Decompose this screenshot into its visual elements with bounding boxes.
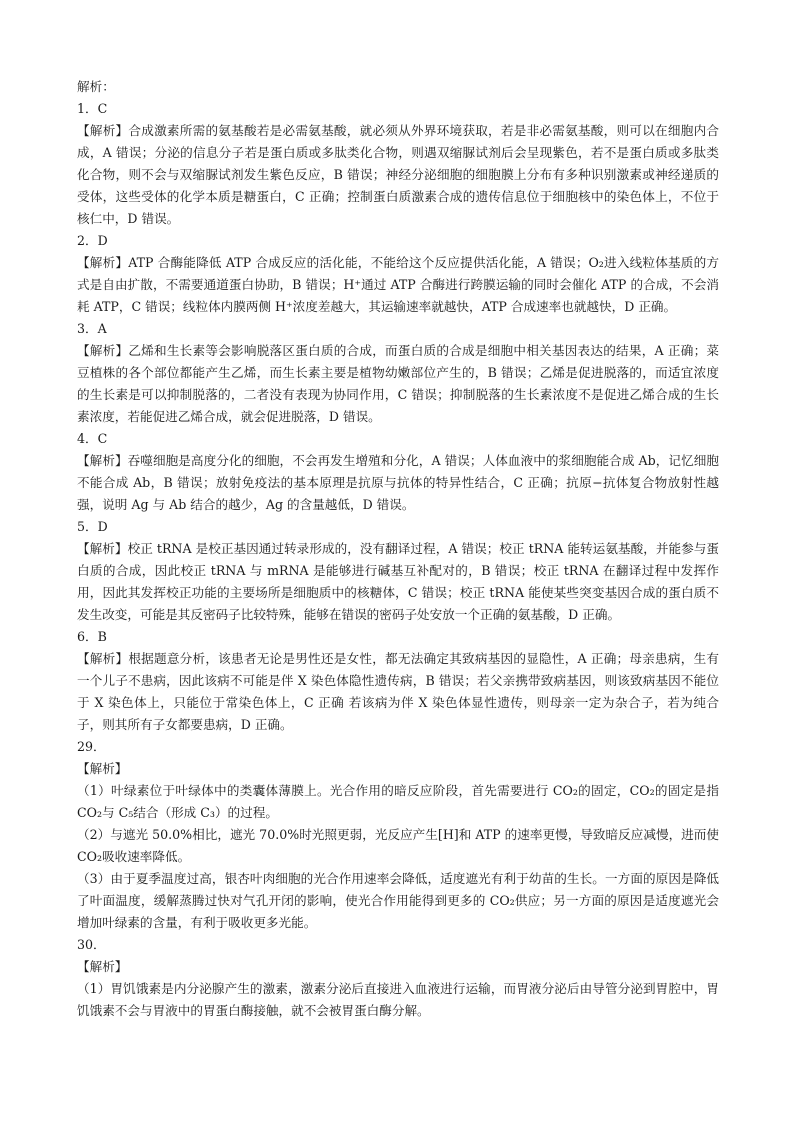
answer-explanation [77,450,719,516]
explanation-text: 合成激素所需的氨基酸若是必需氨基酸，就必须从外界环境获取，若是非必需氨基酸，则可以在细胞内合成，A 错误；分泌的信息分子若是蛋白质或多肽类化合物，则遇双缩脲试剂后会呈现紫色，若不是蛋白质或多肽类化合物，则不会与双缩脲试剂发生紫色反应，B 错误；神经分泌细胞的细胞膜上分布有多种识别激素或神经递质的受体，这些受体的化学本质是糖蛋白，C 正确；控制蛋白质激素合成的遗传信息位于细胞核中的染色体上，不位于核仁中，D 错误。 [77,123,720,226]
answer-page [77,76,719,1022]
answer-item-6 [77,626,719,736]
answer-number: 1．C [77,101,108,116]
answer-item-2 [77,230,719,318]
answer-explanation [77,648,719,736]
answer-item-1 [77,98,719,230]
explanation-tag: 【解析】 [77,959,128,974]
answer-item-4 [77,428,719,516]
answer-number: 3．A [77,321,107,336]
answer-number: 4．C [77,431,108,446]
explanation-text: 校正 tRNA 是校正基因通过转录形成的，没有翻译过程，A 错误；校正 tRNA 能转运氨基酸，并能参与蛋白质的合成，因此校正 tRNA 与 mRNA 是能够进行碱基互补配对的，B 错误；校正 tRNA 在翻译过程中发挥作用，因此其发挥校正功能的主要场所是细胞质中的核糖体，C 错误；校正 tRNA 能使某些突变基因合成的蛋白质不发生改变，可能是其反密码子比较特殊，能够在错误的密码子处安放一个正确的氨基酸，D 正确。 [77,541,720,622]
explanation-text: 根据题意分析，该患者无论是男性还是女性，都无法确定其致病基因的显隐性，A 正确；母亲患病，生有一个儿子不患病，因此该病不可能是伴 X 染色体隐性遗传病，B 错误；若父亲携带致病基因，则该致病基因不能位于 X 染色体上，只能位于常染色体上，C 正确 若该病为伴 X 染色体显性遗传，则母亲一定为杂合子，若为纯合子，则其所有子女都要患病，D 正确。 [77,651,719,732]
answer-explanation [77,120,719,230]
answer-number: 2．D [77,233,108,248]
answer-explanation [77,252,719,318]
section-header: 解析： [77,79,115,94]
answer-item-30 [77,934,719,1022]
explanation-tag: 【解析】 [77,541,128,556]
explanation-text: 吞噬细胞是高度分化的细胞，不会再发生增殖和分化，A 错误；人体血液中的浆细胞能合成 Ab，记忆细胞不能合成 Ab，B 错误；放射免疫法的基本原理是抗原与抗体的特异性结合，C 正确；抗原−抗体复合物放射性越强，说明 Ag 与 Ab 结合的越少，Ag 的含量越低，D 错误。 [77,453,719,512]
explanation-tag: 【解析】 [77,343,129,358]
explanation-part: （1）叶绿素位于叶绿体中的类囊体薄膜上。光合作用的暗反应阶段，首先需要进行 CO₂的固定，CO₂的固定是指 CO₂与 C₅结合（形成 C₃）的过程。 [77,783,719,820]
explanation-text: 乙烯和生长素等会影响脱落区蛋白质的合成，而蛋白质的合成是细胞中相关基因表达的结果，A 正确；菜豆植株的各个部位都能产生乙烯，而生长素主要是植物幼嫩部位产生的，B 错误；乙烯是促进脱落的，而适宜浓度的生长素是可以抑制脱落的，二者没有表现为协同作用，C 错误；抑制脱落的生长素浓度不是促进乙烯合成的生长素浓度，若能促进乙烯合成，就会促进脱落，D 错误。 [77,343,719,424]
explanation-tag: 【解析】 [77,123,129,138]
answer-item-5 [77,516,719,626]
explanation-tag: 【解析】 [77,453,128,468]
explanation-part: （2）与遮光 50.0%相比，遮光 70.0%时光照更弱，光反应产生[H]和 ATP 的速率更慢，导致暗反应减慢，进而使 CO₂吸收速率降低。 [77,827,719,864]
explanation-tag: 【解析】 [77,255,129,270]
answer-item-29 [77,736,719,934]
explanation-part: （1）胃饥饿素是内分泌腺产生的激素，激素分泌后直接进入血液进行运输，而胃液分泌后由导管分泌到胃腔中，胃饥饿素不会与胃液中的胃蛋白酶接触，就不会被胃蛋白酶分解。 [77,981,719,1018]
explanation-text: ATP 合酶能降低 ATP 合成反应的活化能，不能给这个反应提供活化能，A 错误；O₂进入线粒体基质的方式是自由扩散，不需要通道蛋白协助，B 错误；H⁺通过 ATP 合酶进行跨膜运输的同时会催化 ATP 的合成，不会消耗 ATP，C 错误；线粒体内膜两侧 H⁺浓度差越大，其运输速率就越快，ATP 合成速率也就越快，D 正确。 [77,255,720,314]
answer-explanation [77,340,719,428]
answer-number: 6．B [77,629,107,644]
answer-number: 5．D [77,519,108,534]
explanation-tag: 【解析】 [77,761,128,776]
answer-item-3 [77,318,719,428]
explanation-tag: 【解析】 [77,651,129,666]
answer-number: 30． [77,937,106,952]
answer-number: 29． [77,739,106,754]
answer-explanation [77,538,719,626]
explanation-part: （3）由于夏季温度过高，银杏叶肉细胞的光合作用速率会降低，适度遮光有利于幼苗的生长。一方面的原因是降低了叶面温度，缓解蒸腾过快对气孔开闭的影响，使光合作用能得到更多的 CO₂供应；另一方面的原因是适度遮光会增加叶绿素的含量，有利于吸收更多光能。 [77,871,719,930]
